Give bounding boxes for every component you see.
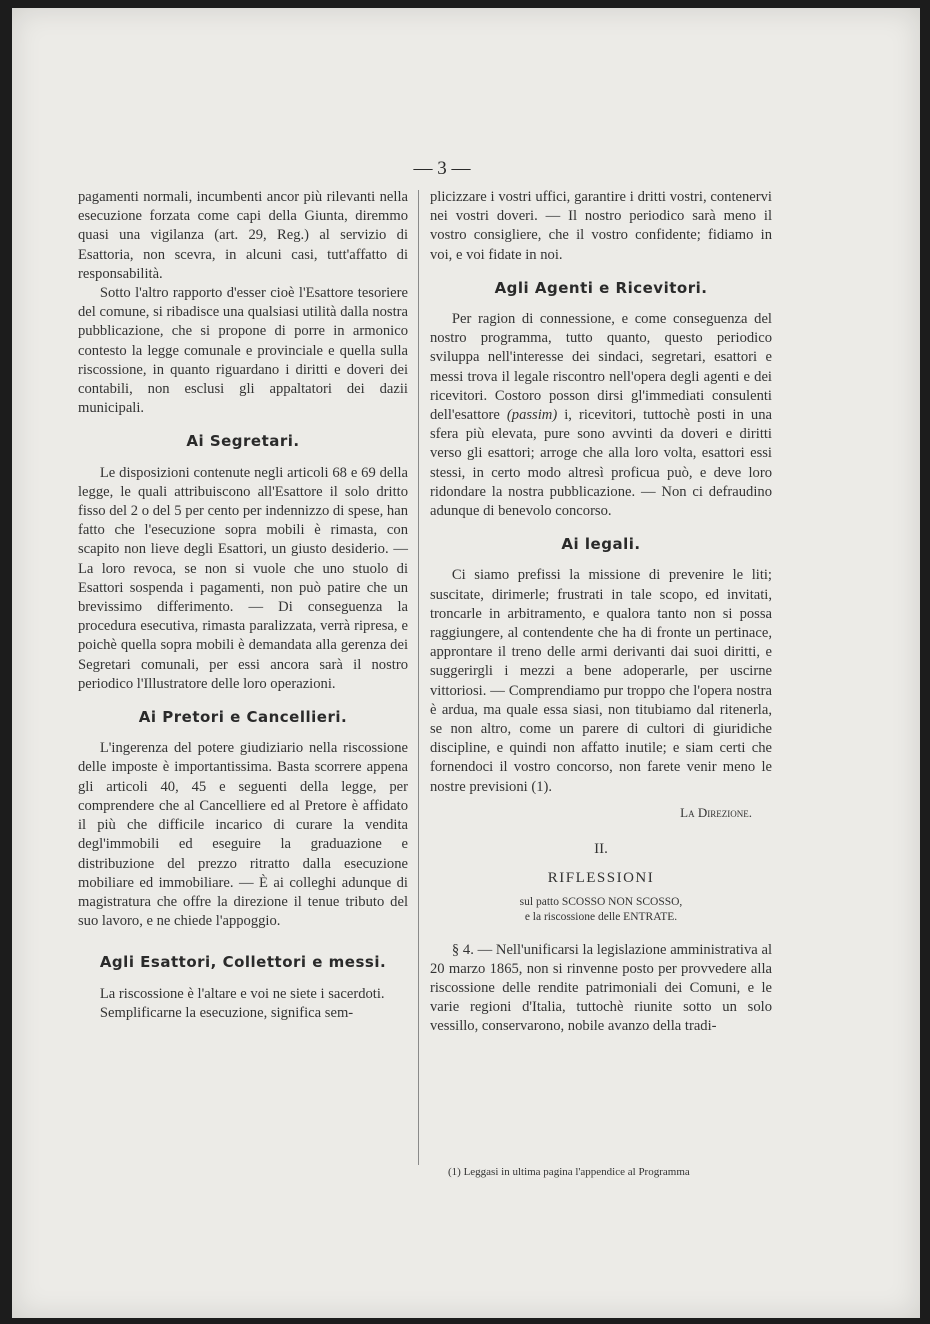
heading-esattori: Agli Esattori, Collettori e messi. (99, 953, 387, 972)
section-number: II. (594, 841, 608, 858)
paragraph-agenti-start: Per ragion di connessione, e come conseguenza del nostro programma, tutto quanto, questo periodico sviluppa nell'interesse dei sindaci, segretari, esattori e messi trova il legale riscontro nell'opera degli agenti e dei ricevitori. Costoro posson dirsi gl'immediati consulenti dell'esattore (430, 311, 772, 424)
paragraph-esattori: La riscossione è l'altare e voi ne siete i sacerdoti. (99, 985, 385, 1002)
paragraph-segretari: Le disposizioni contenute negli articoli 68 e 69 della legge, le quali attribuiscono all'Esattore il solo dritto fisso del 2 o del 5 per cento per indennizzo di spese, han fatto che l'esecuzione sopra mobili è rimasta, con scapito non lieve degli Esattori, un giusto desiderio. — La loro revoca, se non si vuole che uno stuolo di Esattori sospenda i pagamenti, non può patire che un brevissimo differimento. — Di conseguenza la procedura esecutiva, rimasta paralizzata, verrà ripresa, e poichè quella sopra mobili è demandata alla gerenza dei Segretari comunali, per essi ancora sarà il nostro periodico l'Illustratore delle loro operazioni. (78, 464, 408, 692)
heading-legali: Ai legali. (561, 535, 641, 554)
signature-direzione: La Direzione. (680, 804, 752, 820)
page-number: — 3 — (413, 158, 471, 179)
paragraph-tesoriere: Sotto l'altro rapporto d'esser cioè l'Esattore tesoriere del comune, si ribadisce una qualsiasi utilità dalla nostra pubblicazione, che si propone di porre in armonico contesto la legge comunale e provinciale e quella sulla riscossione, in quanto riguardano i diritti e doveri dei contabili, non esclusi gli appaltatori dei dazii municipali. (78, 285, 408, 417)
paragraph-legali: Ci siamo prefissi la missione di prevenire le liti; suscitate, dirimerle; frustrati in tale scopo, ed invitati, troncarle in arbitramento, e qualora tanto non si possa raggiungere, al contendente che ha di fronte un pertinace, approntare il treno delle armi derivanti dai suoi diritti, e suggerirgli i mezzi a bene adoperarle, per uscirne vittoriosi. — Comprendiamo pur troppo che l'opera nostra è ardua, ma quale essa siasi, non titubiamo dal ritenerla, se non altro, come un parere di cultori di giuridiche discipline, e quindi non affatto inutile; e siam certi che fornendoci il vostro concorso, non farete venir meno le nostre previsioni (1). (430, 567, 772, 795)
paragraph-section-4: § 4. — Nell'unificarsi la legislazione amministrativa al 20 marzo 1865, non si rinvenne posto per provvedere alla riscossione delle rendite patrimoniali dei Comuni, e le varie regioni d'Italia, tuttochè riunite sotto un solo vessillo, conservarono, nobile avanzo della tradi- (430, 941, 772, 1035)
paragraph-pretori: L'ingerenza del potere giudiziario nella riscossione delle imposte è importantissima. Basta scorrere appena gli articoli 40, 45 e seguenti della legge, per comprendere che al Cancelliere ed al Pretore è affidato il più che difficile incarico di curare la vendita degl'immobili ed eseguire la graduazione e distribuzione del prezzo ritratto dalla esecuzione mobiliare ed immobiliare. — È ai colleghi adunque di magistratura che offre la direzione il tenue tributo del suo lavoro, e ne chiede l'appoggio. (78, 740, 408, 930)
article-subtitle-2: e la riscossione delle ENTRATE. (524, 910, 678, 923)
paragraph-continuation-right: plicizzare i vostri uffici, garantire i dritti vostri, contenervi nei vostri doveri. — Il nostro periodico sarà meno il vostro consigliere, che il vostro confidente; fidiamo in voi, e voi fidate in noi. (430, 189, 772, 263)
left-column (78, 188, 408, 1023)
heading-agenti: Agli Agenti e Ricevitori. (494, 278, 708, 297)
footnote: (1) Leggasi in ultima pagina l'appendice al Programma (448, 1166, 690, 1178)
paragraph-agenti (430, 310, 772, 521)
article-title: RIFLESSIONI (547, 870, 655, 887)
paragraph-continuation: pagamenti normali, incumbenti ancor più rilevanti nella esecuzione forzata come capi della Giunta, diremmo quasi una vigilanza (art. 29, Reg.) al servizio di Esattoria, non scevra, in alcuni casi, tutt'affatto di responsabilità. (78, 189, 408, 282)
heading-segretari: Ai Segretari. (186, 432, 300, 451)
passim-italic: (passim) (506, 407, 558, 424)
heading-pretori: Ai Pretori e Cancellieri. (138, 708, 348, 727)
paragraph-esattori-2: Semplificarne la esecuzione, significa sem- (99, 1004, 354, 1021)
right-column (430, 188, 772, 1037)
paragraph-agenti-end: i, ricevitori, tuttochè posti in una sfera più elevata, pure sono avvinti da doveri e diritti verso gli esattori; arroge che alla loro volta, esattori essi stessi, in certo modo altresì proficua può, e deve loro ridondare la nostra pubblicazione. — Non ci defraudino adunque di benevolo concorso. (430, 407, 772, 520)
newspaper-page (12, 8, 920, 1318)
article-subtitle-1: sul patto SCOSSO NON SCOSSO, (519, 895, 683, 908)
column-divider (418, 190, 419, 1165)
